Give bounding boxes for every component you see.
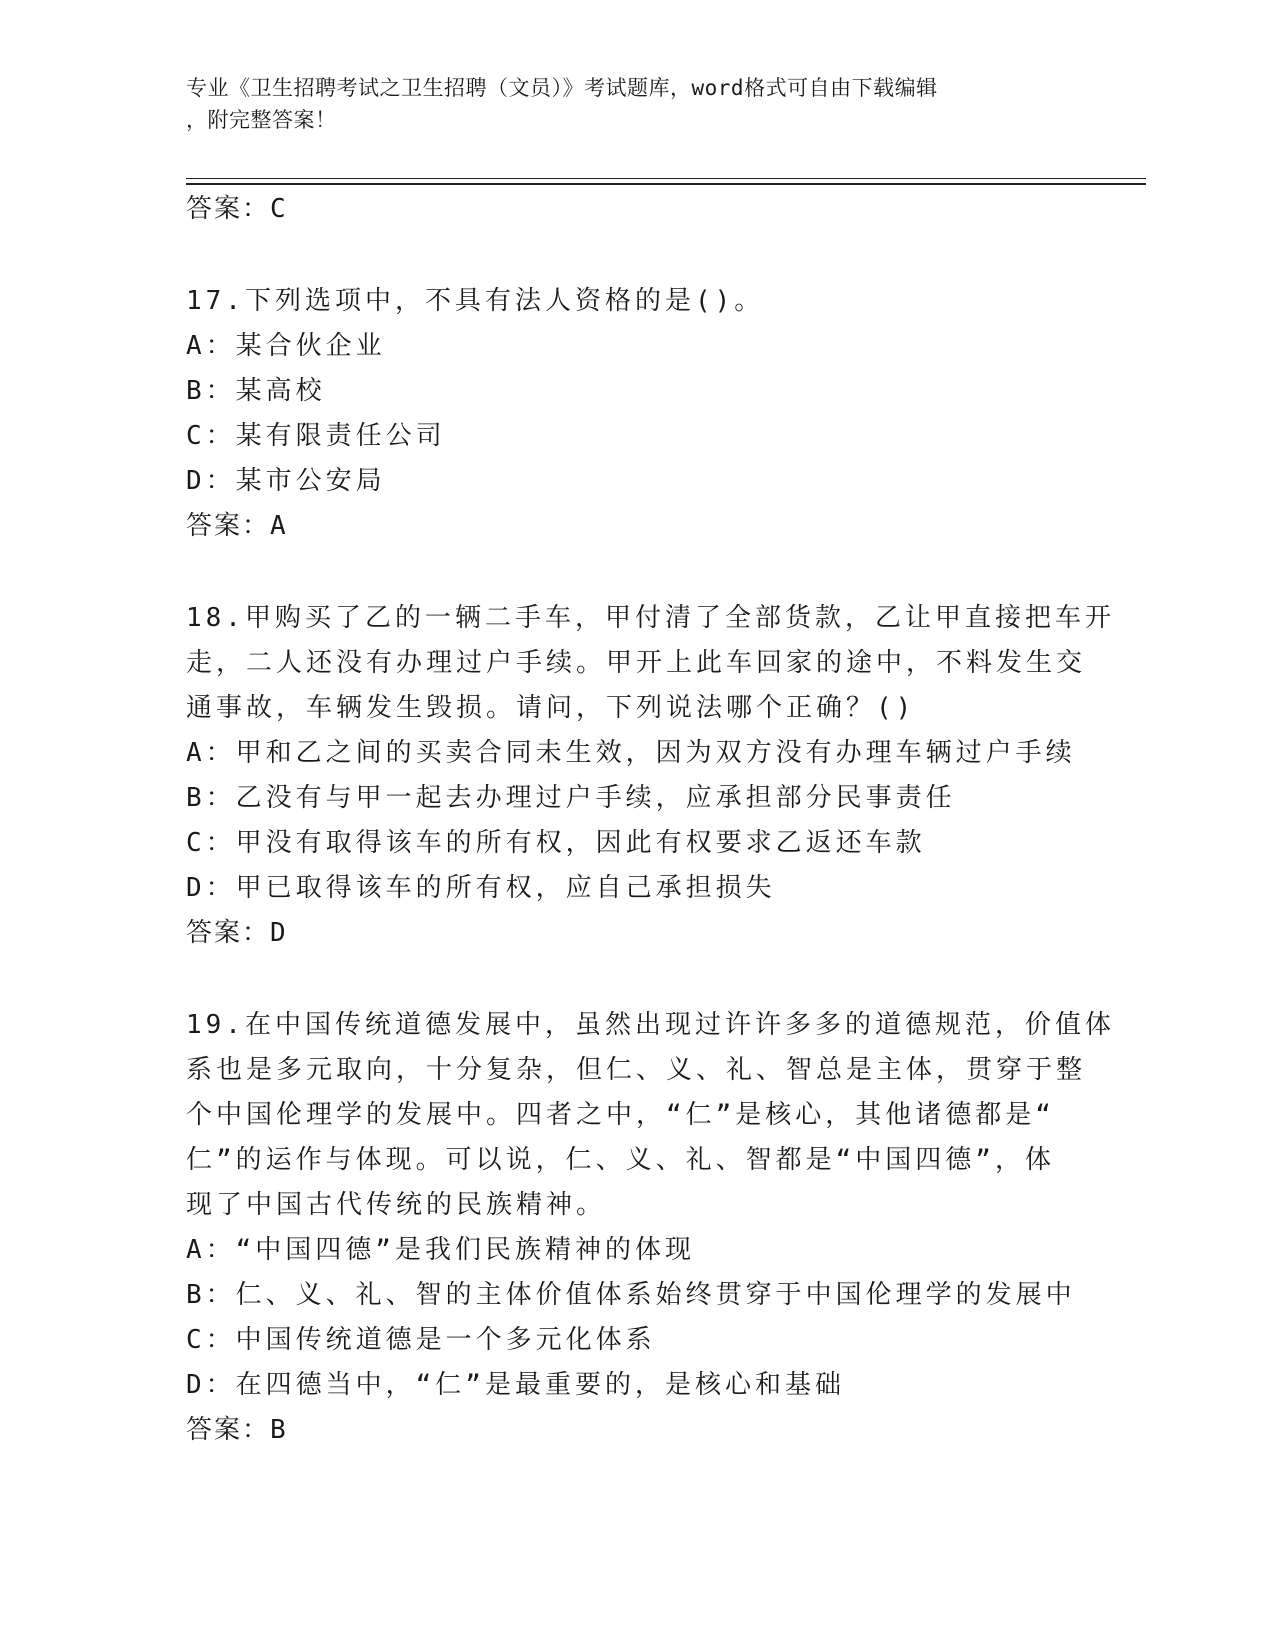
option-c: C：中国传统道德是一个多元化体系 [186, 1325, 656, 1355]
answer-label: 答案： [186, 918, 271, 948]
answer-value: C [270, 194, 288, 224]
question-stem-line: 走，二人还没有办理过户手续。甲开上此车回家的途中，不料发生交 [186, 648, 1087, 678]
answer-label: 答案： [186, 1415, 271, 1445]
answer [186, 504, 1086, 549]
option-d: D：甲已取得该车的所有权，应自己承担损失 [186, 873, 776, 903]
answer [186, 1408, 1086, 1453]
option-a: A：甲和乙之间的买卖合同未生效，因为双方没有办理车辆过户手续 [186, 738, 1076, 768]
question-stem-line: 通事故，车辆发生毁损。请问，下列说法哪个正确？() [186, 693, 916, 723]
header-divider-thin [186, 178, 1146, 179]
spacer [186, 956, 1086, 1003]
spacer [186, 549, 1086, 596]
header-line-2: ，附完整答案！ [186, 108, 337, 132]
answer-value: A [270, 511, 288, 541]
option-c: C：某有限责任公司 [186, 421, 446, 451]
question-17 [186, 279, 1086, 549]
answer-value: B [270, 1415, 288, 1445]
answer-label: 答案： [186, 194, 271, 224]
previous-answer [186, 187, 1086, 232]
question-content [186, 187, 1115, 1453]
question-stem-line: 现了中国古代传统的民族精神。 [186, 1190, 607, 1220]
header-line-1: 专业《卫生招聘考试之卫生招聘（文员）》考试题库，word格式可自由下载编辑 [186, 76, 938, 100]
question-18 [186, 596, 1115, 956]
option-b: B：仁、义、礼、智的主体价值体系始终贯穿于中国伦理学的发展中 [186, 1280, 1076, 1310]
option-d: D：某市公安局 [186, 466, 386, 496]
question-stem-line: 19.在中国传统道德发展中，虽然出现过许许多多的道德规范，价值体 [186, 1010, 1115, 1040]
answer-label: 答案： [186, 511, 271, 541]
option-b: B：乙没有与甲一起去办理过户手续，应承担部分民事责任 [186, 783, 956, 813]
question-stem-line: 仁”的运作与体现。可以说，仁、义、礼、智都是“中国四德”，体 [186, 1145, 1055, 1175]
question-19 [186, 1003, 1115, 1453]
question-stem: 17.下列选项中，不具有法人资格的是()。 [186, 286, 765, 316]
question-stem-line: 个中国伦理学的发展中。四者之中，“仁”是核心，其他诸德都是“ [186, 1100, 1055, 1130]
option-c: C：甲没有取得该车的所有权，因此有权要求乙返还车款 [186, 828, 926, 858]
option-a: A：“中国四德”是我们民族精神的体现 [186, 1235, 695, 1265]
question-stem-line: 18.甲购买了乙的一辆二手车，甲付清了全部货款，乙让甲直接把车开 [186, 603, 1115, 633]
option-d: D：在四德当中，“仁”是最重要的，是核心和基础 [186, 1370, 845, 1400]
document-header [186, 72, 1066, 136]
option-b: B：某高校 [186, 376, 326, 406]
option-a: A：某合伙企业 [186, 331, 386, 361]
header-divider-thick [186, 183, 1146, 185]
spacer [186, 232, 1086, 279]
question-stem-line: 系也是多元取向，十分复杂，但仁、义、礼、智总是主体，贯穿于整 [186, 1055, 1087, 1085]
answer-value: D [270, 918, 288, 948]
answer [186, 911, 1086, 956]
